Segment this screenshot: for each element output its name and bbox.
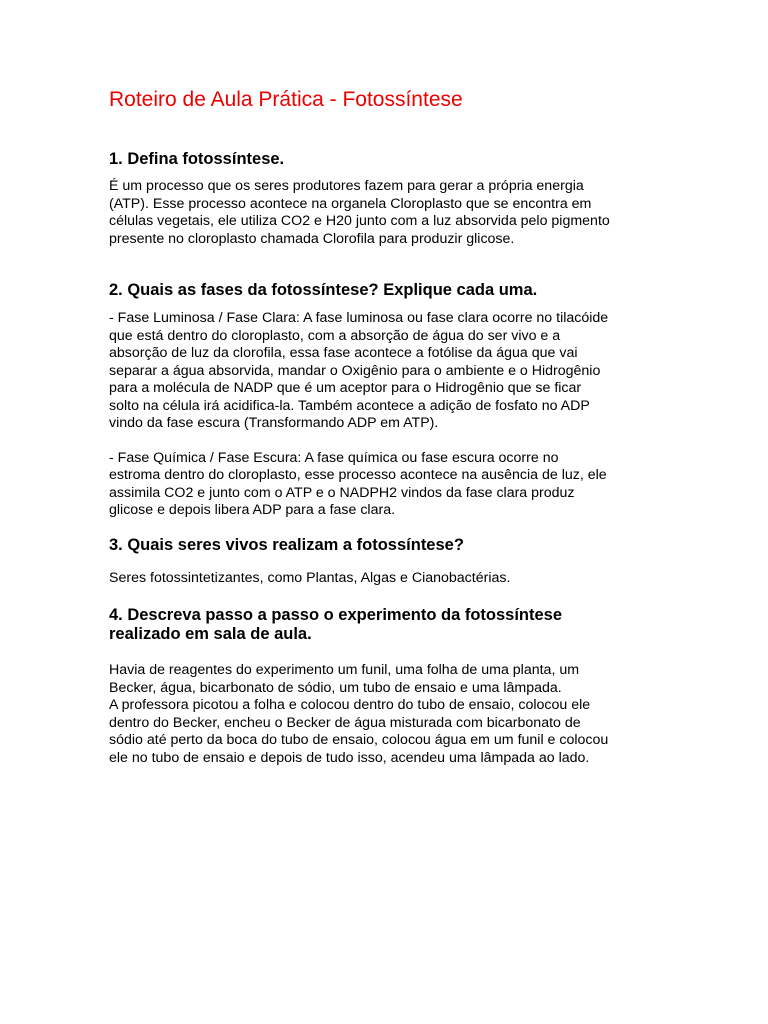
document-title: Roteiro de Aula Prática - Fotossíntese: [109, 88, 463, 111]
answer-paragraph: - Fase Química / Fase Escura: A fase química ou fase escura ocorre no estroma dentro do cloroplasto, esse processo acontece na ausência de luz, ele assimila CO2 e junto com o ATP e o NADPH2 vindos da fase clara produz glicose e depois libera ADP para a fase clara.: [109, 449, 607, 518]
question-heading: 1. Defina fotossíntese.: [109, 150, 285, 168]
answer-paragraph: Havia de reagentes do experimento um funil, uma folha de uma planta, um Becker, água, bicarbonato de sódio, um tubo de ensaio e uma lâmpada. A professora picotou a folha e colocou dentro do tubo de ensaio, colocou ele dentro do Becker, encheu o Becker de água misturada com bicarbonato de sódio até perto da boca do tubo de ensaio, colocou água em um funil e colocou ele no tubo de ensaio e depois de tudo isso, acendeu uma lâmpada ao lado.: [109, 662, 609, 766]
question-heading: 4. Descreva passo a passo o experimento da fotossíntese realizado em sala de aula.: [109, 606, 563, 643]
question-heading: 2. Quais as fases da fotossíntese? Explique cada uma.: [109, 281, 538, 299]
answer-paragraph: - Fase Luminosa / Fase Clara: A fase luminosa ou fase clara ocorre no tilacóide que está dentro do cloroplasto, com a absorção de água do ser vivo e a absorção de luz da clorofila, essa fase acontece a fotólise da água que vai separar a água absorvida, mandar o Oxigênio para o ambiente e o Hidrogênio para a molécula de NADP que é um aceptor para o Hidrogênio que se ficar solto na célula irá acidifica-la. Também acontece a adição de fosfato no ADP vindo da fase escura (Transformando ADP em ATP).: [109, 310, 609, 431]
answer-paragraph: É um processo que os seres produtores fazem para gerar a própria energia (ATP). Esse processo acontece na organela Cloroplasto que se encontra em células vegetais, ele utiliza CO2 e H20 junto com a luz absorvida pelo pigmento presente no cloroplasto chamada Clorofila para produzir glicose.: [109, 178, 610, 247]
section-organisms: [109, 536, 669, 588]
section-experiment: [109, 606, 669, 767]
section-definition: [109, 150, 669, 248]
answer-paragraph: Seres fotossintetizantes, como Plantas, Algas e Cianobactérias.: [109, 569, 511, 586]
section-phases: [109, 281, 669, 520]
question-heading: 3. Quais seres vivos realizam a fotossíntese?: [109, 535, 464, 554]
document-content: [109, 86, 669, 767]
